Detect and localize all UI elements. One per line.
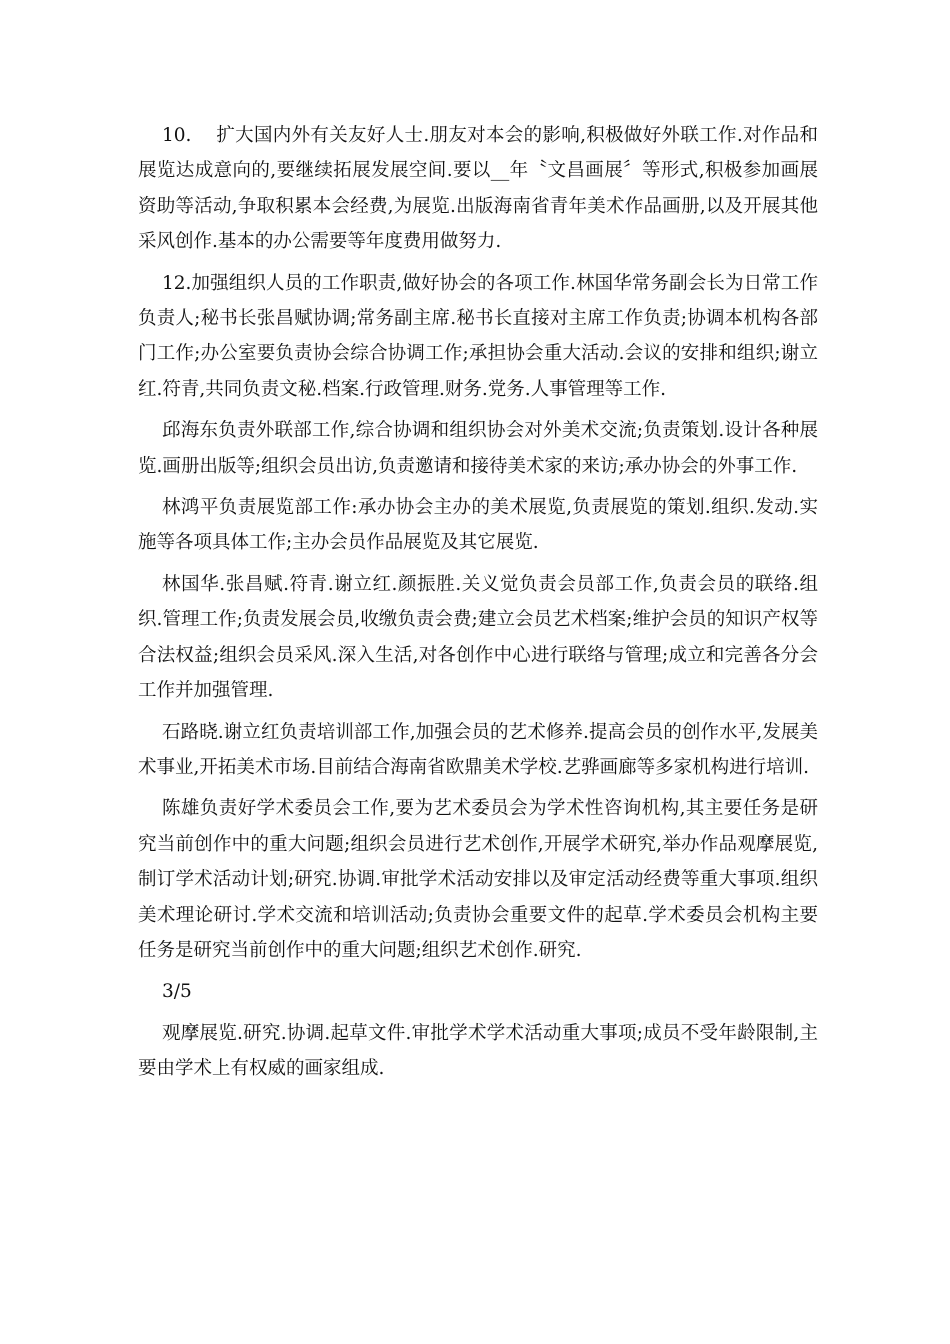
- paragraph-12-responsibilities: 12.加强组织人员的工作职责,做好协会的各项工作.林国华常务副会长为日常工作负责人;秘书长张昌赋协调;常务副主席.秘书长直接对主席工作负责;协调本机构各部门工作;办公室要负责协会综合协调工作;承担协会重大活动.会议的安排和组织;谢立红.符青,共同负责文秘.档案.行政管理.财务.党务.人事管理等工作.: [138, 272, 818, 400]
- paragraph-membership: 林国华.张昌赋.符青.谢立红.颜振胜.关义觉负责会员部工作,负责会员的联络.组织.管理工作;负责发展会员,收缴负责会费;建立会员艺术档案;维护会员的知识产权等合法权益;组织会员采风.深入生活,对各创作中心进行联络与管理;成立和完善各分会工作并加强管理.: [138, 573, 818, 702]
- paragraph-external-affairs: 邱海东负责外联部工作,综合协调和组织协会对外美术交流;负责策划.设计各种展览.画册出版等;组织会员出访,负责邀请和接待美术家的来访;承办协会的外事工作.: [138, 420, 818, 477]
- paragraph-training: 石路晓.谢立红负责培训部工作,加强会员的艺术修养.提高会员的创作水平,发展美术事业,开拓美术市场.目前结合海南省欧鼎美术学校.艺骅画廊等多家机构进行培训.: [138, 721, 818, 778]
- paragraph-number: 10.: [162, 125, 192, 146]
- paragraph-academic-committee: 陈雄负责好学术委员会工作,要为艺术委员会为学术性咨询机构,其主要任务是研究当前创作中的重大问题;组织会员进行艺术创作,开展学术研究,举办作品观摩展览,制订学术活动计划;研究.协调.审批学术活动安排以及审定活动经费等重大事项.组织美术理论研讨.学术交流和培训活动;负责协会重要文件的起草.学术委员会机构主要任务是研究当前创作中的重大问题;组织艺术创作.研究.: [138, 798, 818, 961]
- paragraph-continuation: 观摩展览.研究.协调.起草文件.审批学术学术活动重大事项;成员不受年龄限制,主要由学术上有权威的画家组成.: [138, 1022, 818, 1080]
- paragraph-text: 扩大国内外有关友好人士.朋友对本会的影响,积极做好外联工作.对作品和展览达成意向的,要继续拓展发展空间.要以__年〝文昌画展〞等形式,积极参加画展资助等活动,争取积累本会经费,为展览.出版海南省青年美术作品画册,以及开展其他采风创作.基本的办公需要等年度费用做努力.: [138, 125, 818, 253]
- paragraph-exhibitions: 林鸿平负责展览部工作:承办协会主办的美术展览,负责展览的策划.组织.发动.实施等各项具体工作;主办会员作品展览及其它展览.: [138, 497, 818, 554]
- document-body: [138, 118, 818, 1093]
- page-number: 3/5: [162, 981, 192, 1003]
- paragraph-10: [138, 118, 818, 260]
